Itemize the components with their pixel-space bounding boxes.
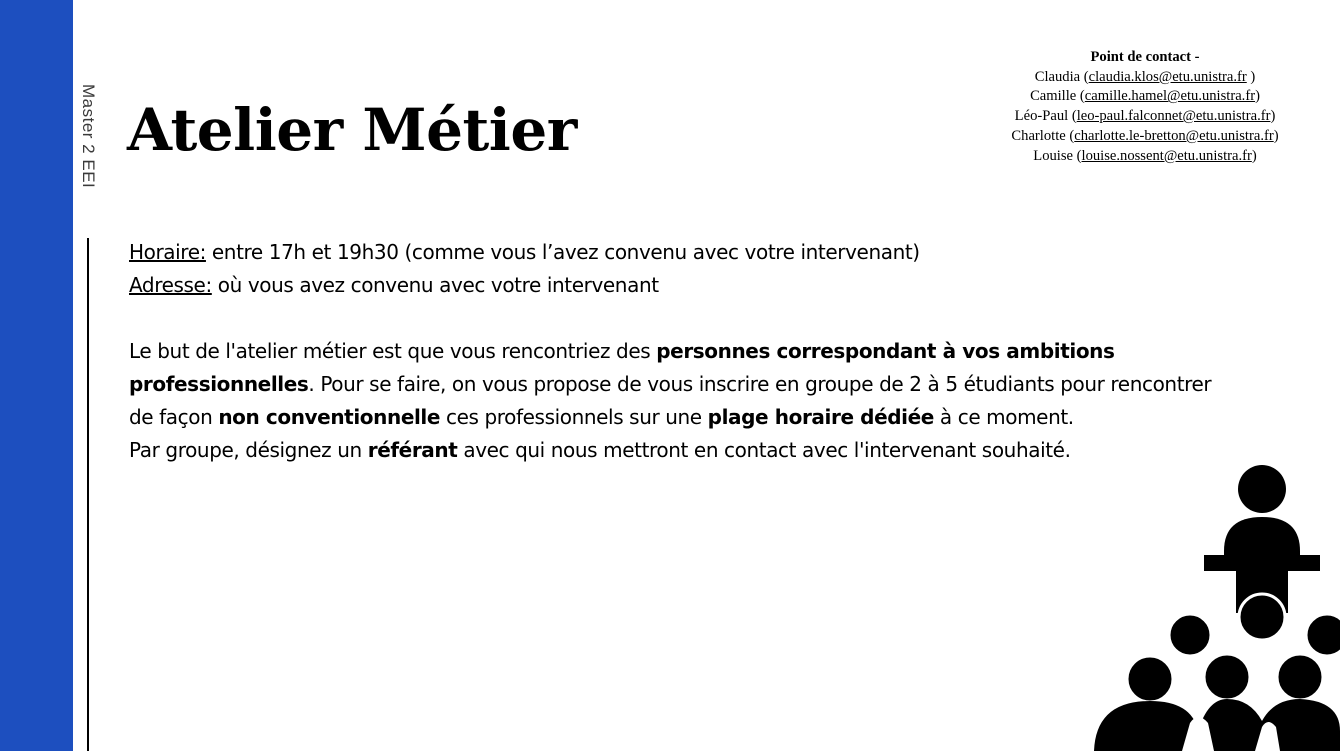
description-text: . Pour se faire, on vous propose de vous inscrire en groupe de 2 à 5 étudiants pour rencontrer de façon [129, 372, 1212, 429]
description-text: Le but de l'atelier métier est que vous rencontriez des [129, 339, 657, 363]
contact-suffix: ) [1255, 88, 1260, 105]
page-title: Atelier Métier [127, 96, 577, 164]
description-text: à ce moment. [933, 405, 1074, 429]
contact-suffix: ) [1251, 147, 1257, 164]
referent-emphasis: référant [367, 438, 458, 462]
description-emphasis: plage horaire dédiée [707, 405, 934, 429]
course-label: Master 2 EEI [79, 84, 98, 189]
vertical-rule [87, 238, 89, 751]
contact-line-louise: Louise (louise.nossent@etu.unistra.fr) [1033, 147, 1257, 164]
contact-email-link[interactable]: charlotte.le-bretton@etu.unistra.fr [1074, 127, 1274, 144]
description-emphasis: personnes correspondant à vos ambitions professionnelles [129, 339, 1115, 396]
description-emphasis: non conventionnelle [218, 405, 441, 429]
paragraph-spacer [129, 302, 1234, 335]
sidebar-band [0, 0, 73, 751]
contact-heading: Point de contact - [1090, 49, 1200, 65]
speaker-audience-icon [1090, 461, 1340, 751]
referent-text: avec qui nous mettront en contact avec l'intervenant souhaité. [457, 438, 1071, 462]
contact-email-link[interactable]: louise.nossent@etu.unistra.fr [1081, 147, 1252, 164]
contact-line-camille: Camille (camille.hamel@etu.unistra.fr) [1030, 88, 1260, 105]
contact-name: Charlotte [1011, 127, 1066, 144]
contact-name: Léo-Paul [1014, 108, 1069, 125]
adresse-label: Adresse: [129, 273, 212, 297]
description-text: ces professionnels sur une [440, 405, 708, 429]
contact-block [960, 48, 1330, 166]
adresse-line [129, 269, 1234, 302]
slide-body [129, 236, 1234, 467]
contact-email-link[interactable]: claudia.klos@etu.unistra.fr [1088, 68, 1247, 85]
contact-suffix: ) [1270, 108, 1276, 125]
contact-suffix: ) [1246, 68, 1256, 85]
referent-text: Par groupe, désignez un [129, 438, 368, 462]
contact-suffix: ) [1273, 127, 1279, 144]
contact-name: Claudia [1034, 68, 1081, 85]
contact-email-link[interactable]: camille.hamel@etu.unistra.fr [1084, 88, 1256, 105]
adresse-value: où vous avez convenu avec votre intervenant [211, 273, 659, 297]
contact-email-link[interactable]: leo-paul.falconnet@etu.unistra.fr [1076, 108, 1271, 125]
description-paragraph [129, 335, 1234, 434]
contact-line-claudia: Claudia (claudia.klos@etu.unistra.fr ) [1034, 68, 1256, 85]
horaire-line [129, 236, 1234, 269]
contact-line-leo-paul: Léo-Paul (leo-paul.falconnet@etu.unistra.fr) [1014, 108, 1276, 125]
referent-paragraph [129, 434, 1234, 467]
horaire-value: entre 17h et 19h30 (comme vous l’avez convenu avec votre intervenant) [205, 240, 920, 264]
contact-line-charlotte: Charlotte (charlotte.le-bretton@etu.unistra.fr) [1011, 127, 1279, 144]
horaire-label: Horaire: [129, 240, 206, 264]
contact-name: Camille [1030, 88, 1077, 105]
contact-name: Louise [1033, 147, 1074, 164]
